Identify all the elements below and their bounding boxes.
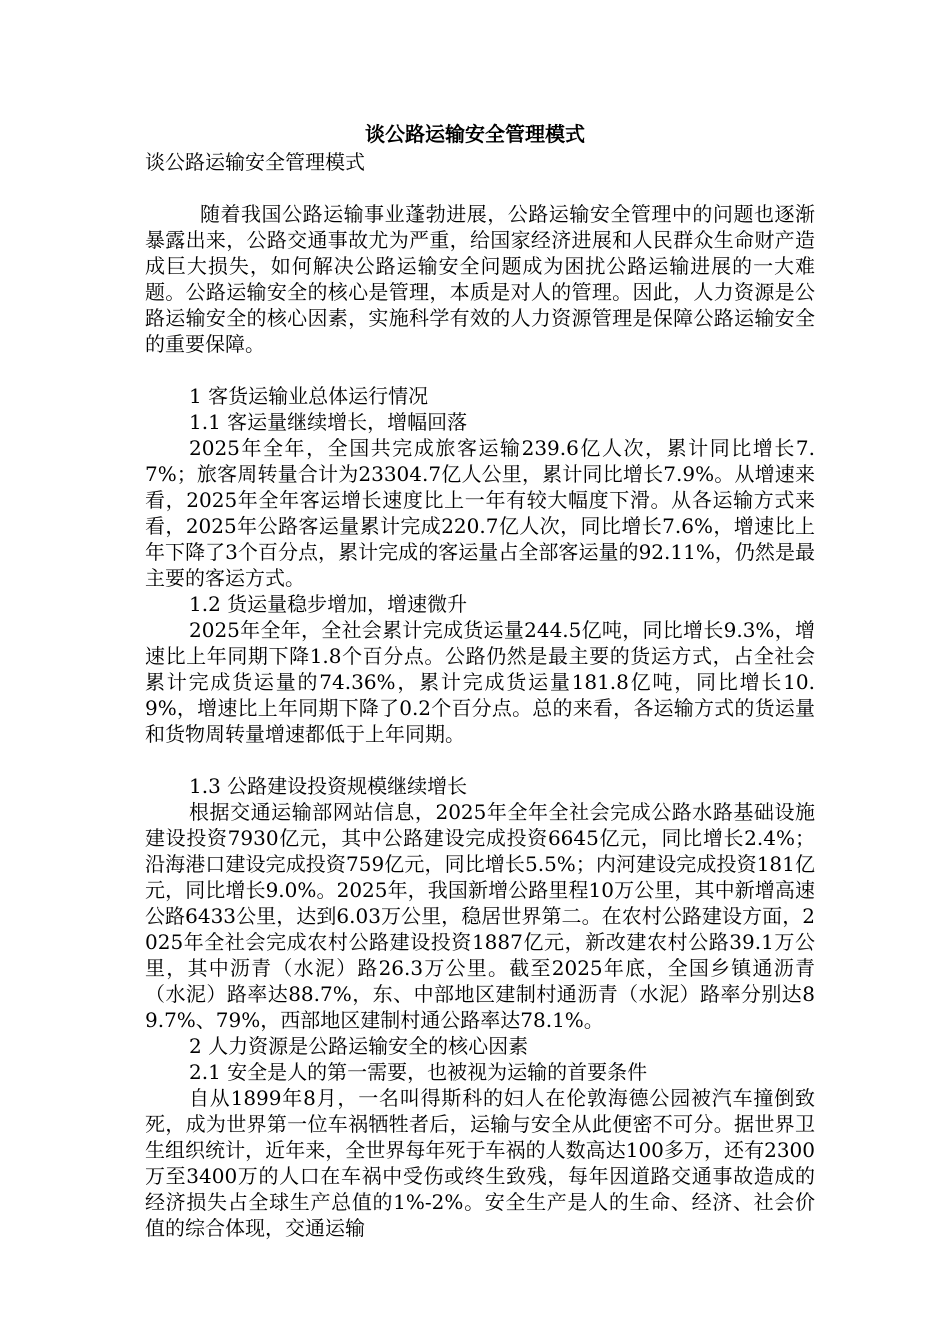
section-heading-1-2: 1.2 货运量稳步增加，增速微升: [189, 592, 468, 616]
section-heading-2-1: 2.1 安全是人的第一需要，也被视为运输的首要条件: [189, 1060, 648, 1084]
section-heading-1: 1 客货运输业总体运行情况: [189, 384, 429, 408]
document-page: [145, 119, 815, 1241]
section-heading-2: 2 人力资源是公路运输安全的核心因素: [189, 1034, 529, 1058]
paragraph-2-1: 自从1899年8月，一名叫得斯科的妇人在伦敦海德公园被汽车撞倒致死，成为世界第一位车祸牺牲者后，运输与安全从此便密不可分。据世界卫生组织统计，近年来，全世界每年死于车祸的人数高达100多万，还有2300万至3400万的人口在车祸中受伤或终生致残，每年因道路交通事故造成的经济损失占全球生产总值的1%-2%。安全生产是人的生命、经济、社会价值的综合体现，交通运输: [145, 1086, 815, 1240]
document-title: 谈公路运输安全管理模式: [365, 122, 585, 146]
spacer: [145, 175, 815, 201]
paragraph-1-1: 2025年全年，全国共完成旅客运输239.6亿人次，累计同比增长7.7%；旅客周转量合计为23304.7亿人公里，累计同比增长7.9%。从增速来看，2025年全年客运增长速度比上一年有较大幅度下滑。从各运输方式来看，2025年公路客运量累计完成220.7亿人次，同比增长7.6%，增速比上年下降了3个百分点，累计完成的客运量占全部客运量的92.11%，仍然是最主要的客运方式。: [145, 436, 815, 590]
section-heading-1-1: 1.1 客运量继续增长，增幅回落: [189, 410, 468, 434]
intro-paragraph: 随着我国公路运输事业蓬勃进展，公路运输安全管理中的问题也逐渐暴露出来，公路交通事故尤为严重，给国家经济进展和人民群众生命财产造成巨大损失，如何解决公路运输安全问题成为困扰公路运输进展的一大难题。公路运输安全的核心是管理，本质是对人的管理。因此，人力资源是公路运输安全的核心因素，实施科学有效的人力资源管理是保障公路运输安全的重要保障。: [145, 202, 815, 356]
spacer: [145, 747, 815, 773]
spacer: [145, 357, 815, 383]
section-heading-1-3: 1.3 公路建设投资规模继续增长: [189, 774, 468, 798]
paragraph-1-2: 2025年全年，全社会累计完成货运量244.5亿吨，同比增长9.3%，增速比上年同期下降1.8个百分点。公路仍然是最主要的货运方式，占全社会累计完成货运量的74.36%，累计完成货运量181.8亿吨，同比增长10.9%，增速比上年同期下降了0.2个百分点。总的来看，各运输方式的货运量和货物周转量增速都低于上年同期。: [145, 618, 815, 746]
document-subtitle: 谈公路运输安全管理模式: [145, 150, 365, 174]
paragraph-1-3: 根据交通运输部网站信息，2025年全年全社会完成公路水路基础设施建设投资7930亿元，其中公路建设完成投资6645亿元，同比增长2.4%；沿海港口建设完成投资759亿元，同比增长5.5%；内河建设完成投资181亿元，同比增长9.0%。2025年，我国新增公路里程10万公里，其中新增高速公路6433公里，达到6.03万公里，稳居世界第二。在农村公路建设方面，2025年全社会完成农村公路建设投资1887亿元，新改建农村公路39.1万公里，其中沥青（水泥）路26.3万公里。截至2025年底，全国乡镇通沥青（水泥）路率达88.7%，东、中部地区建制村通沥青（水泥）路率分别达89.7%、79%，西部地区建制村通公路率达78.1%。: [145, 800, 815, 1032]
